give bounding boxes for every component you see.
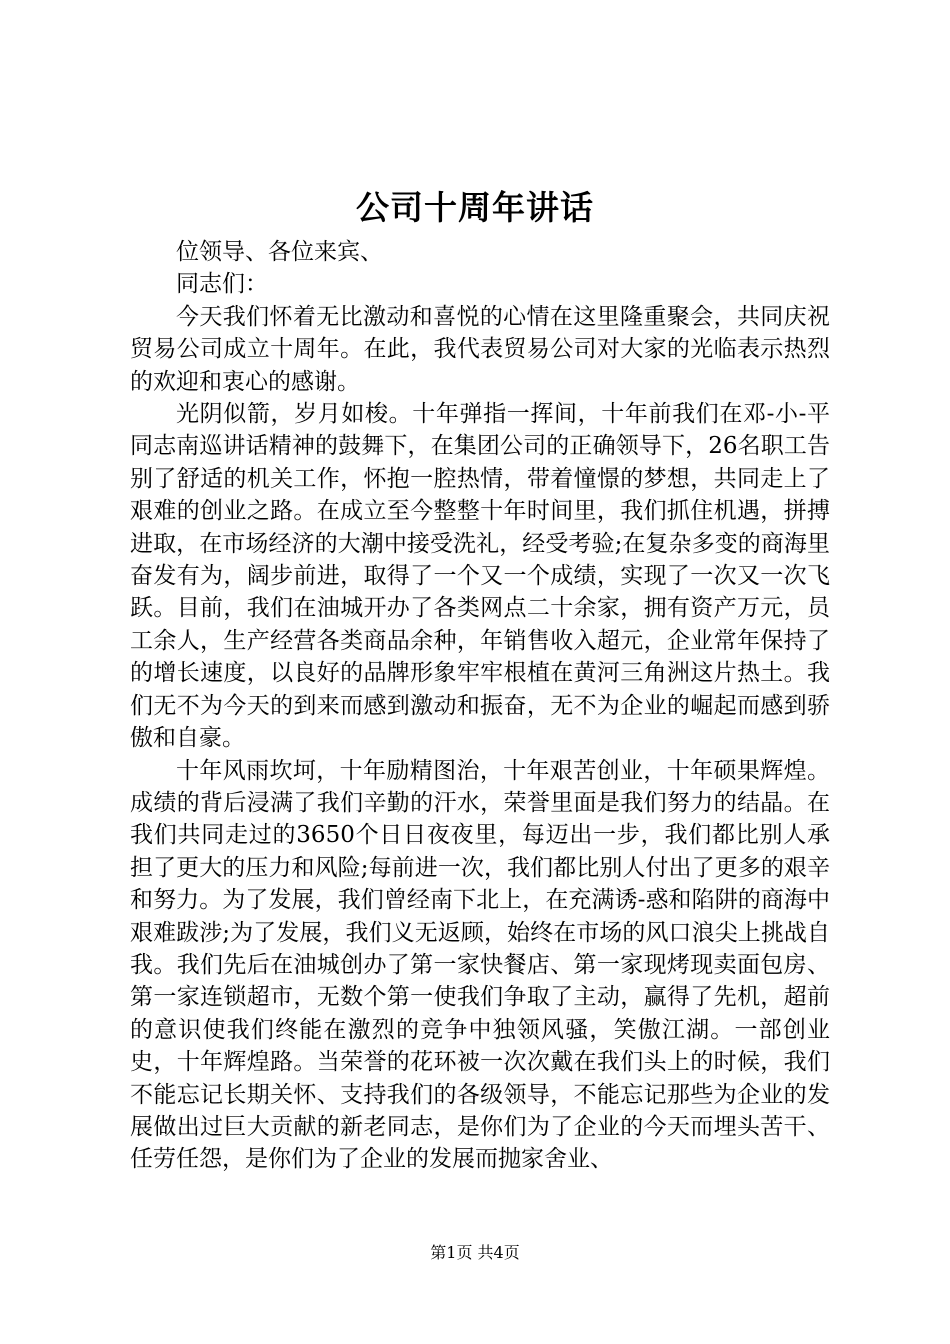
salutation-line: 同志们：: [176, 271, 268, 298]
body-paragraph: 十年风雨坎坷，十年励精图治，十年艰苦创业，十年硕果辉煌。成绩的背后浸满了我们辛勤的汗水，荣誉里面是我们努力的结晶。在我们共同走过的3650个日日夜夜里，每迈出一步，我们都比别人承担了更大的压力和风险;每前进一次，我们都比别人付出了更多的艰辛和努力。为了发展，我们曾经南下北上，在充满诱-惑和陷阱的商海中艰难跋涉;为了发展，我们义无返顾，始终在市场的风口浪尖上挑战自我。我们先后在油城创办了第一家快餐店、第一家现烤现卖面包房、第一家连锁超市，无数个第一使我们争取了主动，赢得了先机，超前的意识使我们终能在激烈的竞争中独领风骚，笑傲江湖。一部创业史，十年辉煌路。当荣誉的花环被一次次戴在我们头上的时候，我们不能忘记长期关怀、支持我们的各级领导，不能忘记那些为企业的发展做出过巨大贡献的新老同志，是你们为了企业的今天而埋头苦干、任劳任怨，是你们为了企业的发展而抛家舍业、: [130, 757, 830, 1173]
body-paragraph: 今天我们怀着无比激动和喜悦的心情在这里隆重聚会，共同庆祝贸易公司成立十周年。在此，我代表贸易公司对大家的光临表示热烈的欢迎和衷心的感谢。: [130, 303, 830, 395]
body-paragraph: 光阴似箭，岁月如梭。十年弹指一挥间，十年前我们在邓-小-平同志南巡讲话精神的鼓舞下，在集团公司的正确领导下，26名职工告别了舒适的机关工作，怀抱一腔热情，带着憧憬的梦想，共同走上了艰难的创业之路。在成立至今整整十年时间里，我们抓住机遇，拼搏进取，在市场经济的大潮中接受洗礼，经受考验;在复杂多变的商海里奋发有为，阔步前进，取得了一个又一个成绩，实现了一次又一次飞跃。目前，我们在油城开办了各类网点二十余家，拥有资产万元，员工余人，生产经营各类商品余种，年销售收入超元，企业常年保持了的增长速度，以良好的品牌形象牢牢根植在黄河三角洲这片热土。我们无不为今天的到来而感到激动和振奋，无不为企业的崛起而感到骄傲和自豪。: [130, 401, 830, 752]
page-footer: 第1页 共4页: [430, 1243, 520, 1262]
salutation-line: 位领导、各位来宾、: [176, 239, 383, 265]
document-body: [130, 236, 830, 1176]
document-title: 公司十周年讲话: [356, 188, 594, 227]
